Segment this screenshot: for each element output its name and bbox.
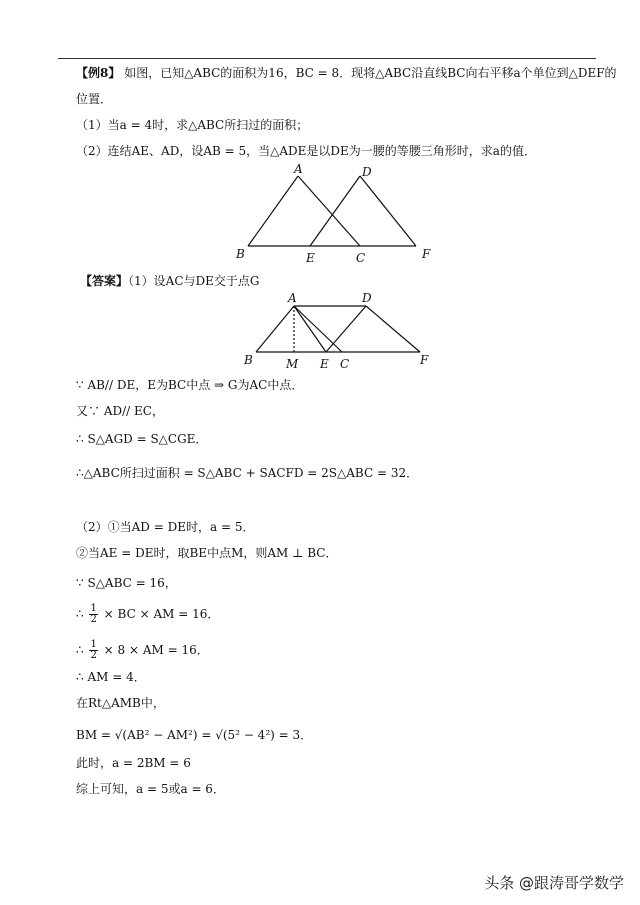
answer-intro	[80, 272, 259, 290]
part2-line-8: BM = √(AB² − AM²) = √(5² − 4²) = 3．	[76, 728, 313, 742]
header-rule	[58, 58, 596, 59]
therefore-symbol: ∴	[76, 607, 84, 621]
answer-line-2: 又∵ AD// EC，	[76, 404, 164, 418]
label-f: F	[420, 353, 429, 367]
label-e: E	[306, 251, 315, 265]
question-2: （2）连结AE、AD，设AB = 5，当△ADE是以DE为一腰的等腰三角形时，求a的值．	[76, 144, 536, 158]
label-a: A	[294, 162, 303, 176]
fraction-numerator: 1	[90, 639, 97, 650]
question-1: （1）当a = 4时，求△ABC所扫过的面积；	[76, 118, 309, 132]
part2-line-4-text: × BC × AM = 16．	[103, 607, 220, 621]
fraction-half	[89, 604, 97, 625]
fraction-numerator: 1	[90, 603, 97, 614]
answer-label: 【答案】	[80, 274, 129, 288]
fraction-half	[89, 640, 97, 661]
fraction-denominator: 2	[90, 650, 97, 661]
part2-line-7: 在Rt△AMB中，	[76, 696, 165, 710]
problem-line-1	[76, 64, 617, 82]
part2-line-4	[76, 604, 219, 625]
segment-df	[360, 176, 416, 246]
segment-ae	[294, 306, 326, 352]
segment-df	[366, 306, 420, 352]
part2-line-1: （2）①当AD = DE时，a = 5．	[76, 520, 255, 534]
answer-line-4: ∴△ABC所扫过面积 = S△ABC + SACFD = 2S△ABC = 32．	[76, 466, 419, 480]
part2-line-9: 此时，a = 2BM = 6	[76, 756, 191, 770]
answer-intro-text: （1）设AC与DE交于点G	[128, 274, 260, 288]
segment-ac	[298, 176, 360, 246]
label-d: D	[362, 291, 372, 305]
label-f: F	[422, 247, 431, 261]
segment-ac	[294, 306, 342, 352]
problem-statement-1: 如图，已知△ABC的面积为16，BC = 8．现将△ABC沿直线BC向右平移a个单位到△DEF的	[124, 66, 617, 80]
label-c: C	[340, 357, 350, 371]
watermark: 头条 @跟涛哥学数学	[484, 874, 624, 892]
problem-statement-2: 位置．	[76, 92, 113, 106]
answer-line-1: ∵ AB// DE，E为BC中点 ⇒ G为AC中点．	[76, 378, 304, 392]
example-label: 【例8】	[76, 66, 121, 80]
part2-line-5	[76, 640, 209, 661]
segment-ab	[248, 176, 298, 246]
figure-1-translation	[220, 162, 450, 266]
part2-line-3: ∵ S△ABC = 16，	[76, 576, 177, 590]
label-d: D	[362, 165, 372, 179]
fraction-denominator: 2	[90, 614, 97, 625]
segment-ed	[310, 176, 360, 246]
part2-line-6: ∴ AM = 4．	[76, 670, 146, 684]
label-b: B	[244, 353, 253, 367]
segment-ed	[326, 306, 366, 352]
label-m: M	[286, 357, 299, 371]
part2-line-5-text: × 8 × AM = 16．	[103, 643, 209, 657]
figure-2-midpoint	[236, 290, 436, 376]
answer-line-3: ∴ S△AGD = S△CGE．	[76, 432, 208, 446]
part2-line-10: 综上可知，a = 5或a = 6．	[76, 782, 225, 796]
segment-ab	[256, 306, 294, 352]
label-a: A	[288, 291, 297, 305]
label-e: E	[320, 357, 329, 371]
label-c: C	[356, 251, 366, 265]
therefore-symbol: ∴	[76, 643, 84, 657]
label-b: B	[236, 247, 245, 261]
part2-line-2: ②当AE = DE时，取BE中点M，则AM ⊥ BC．	[76, 546, 338, 560]
